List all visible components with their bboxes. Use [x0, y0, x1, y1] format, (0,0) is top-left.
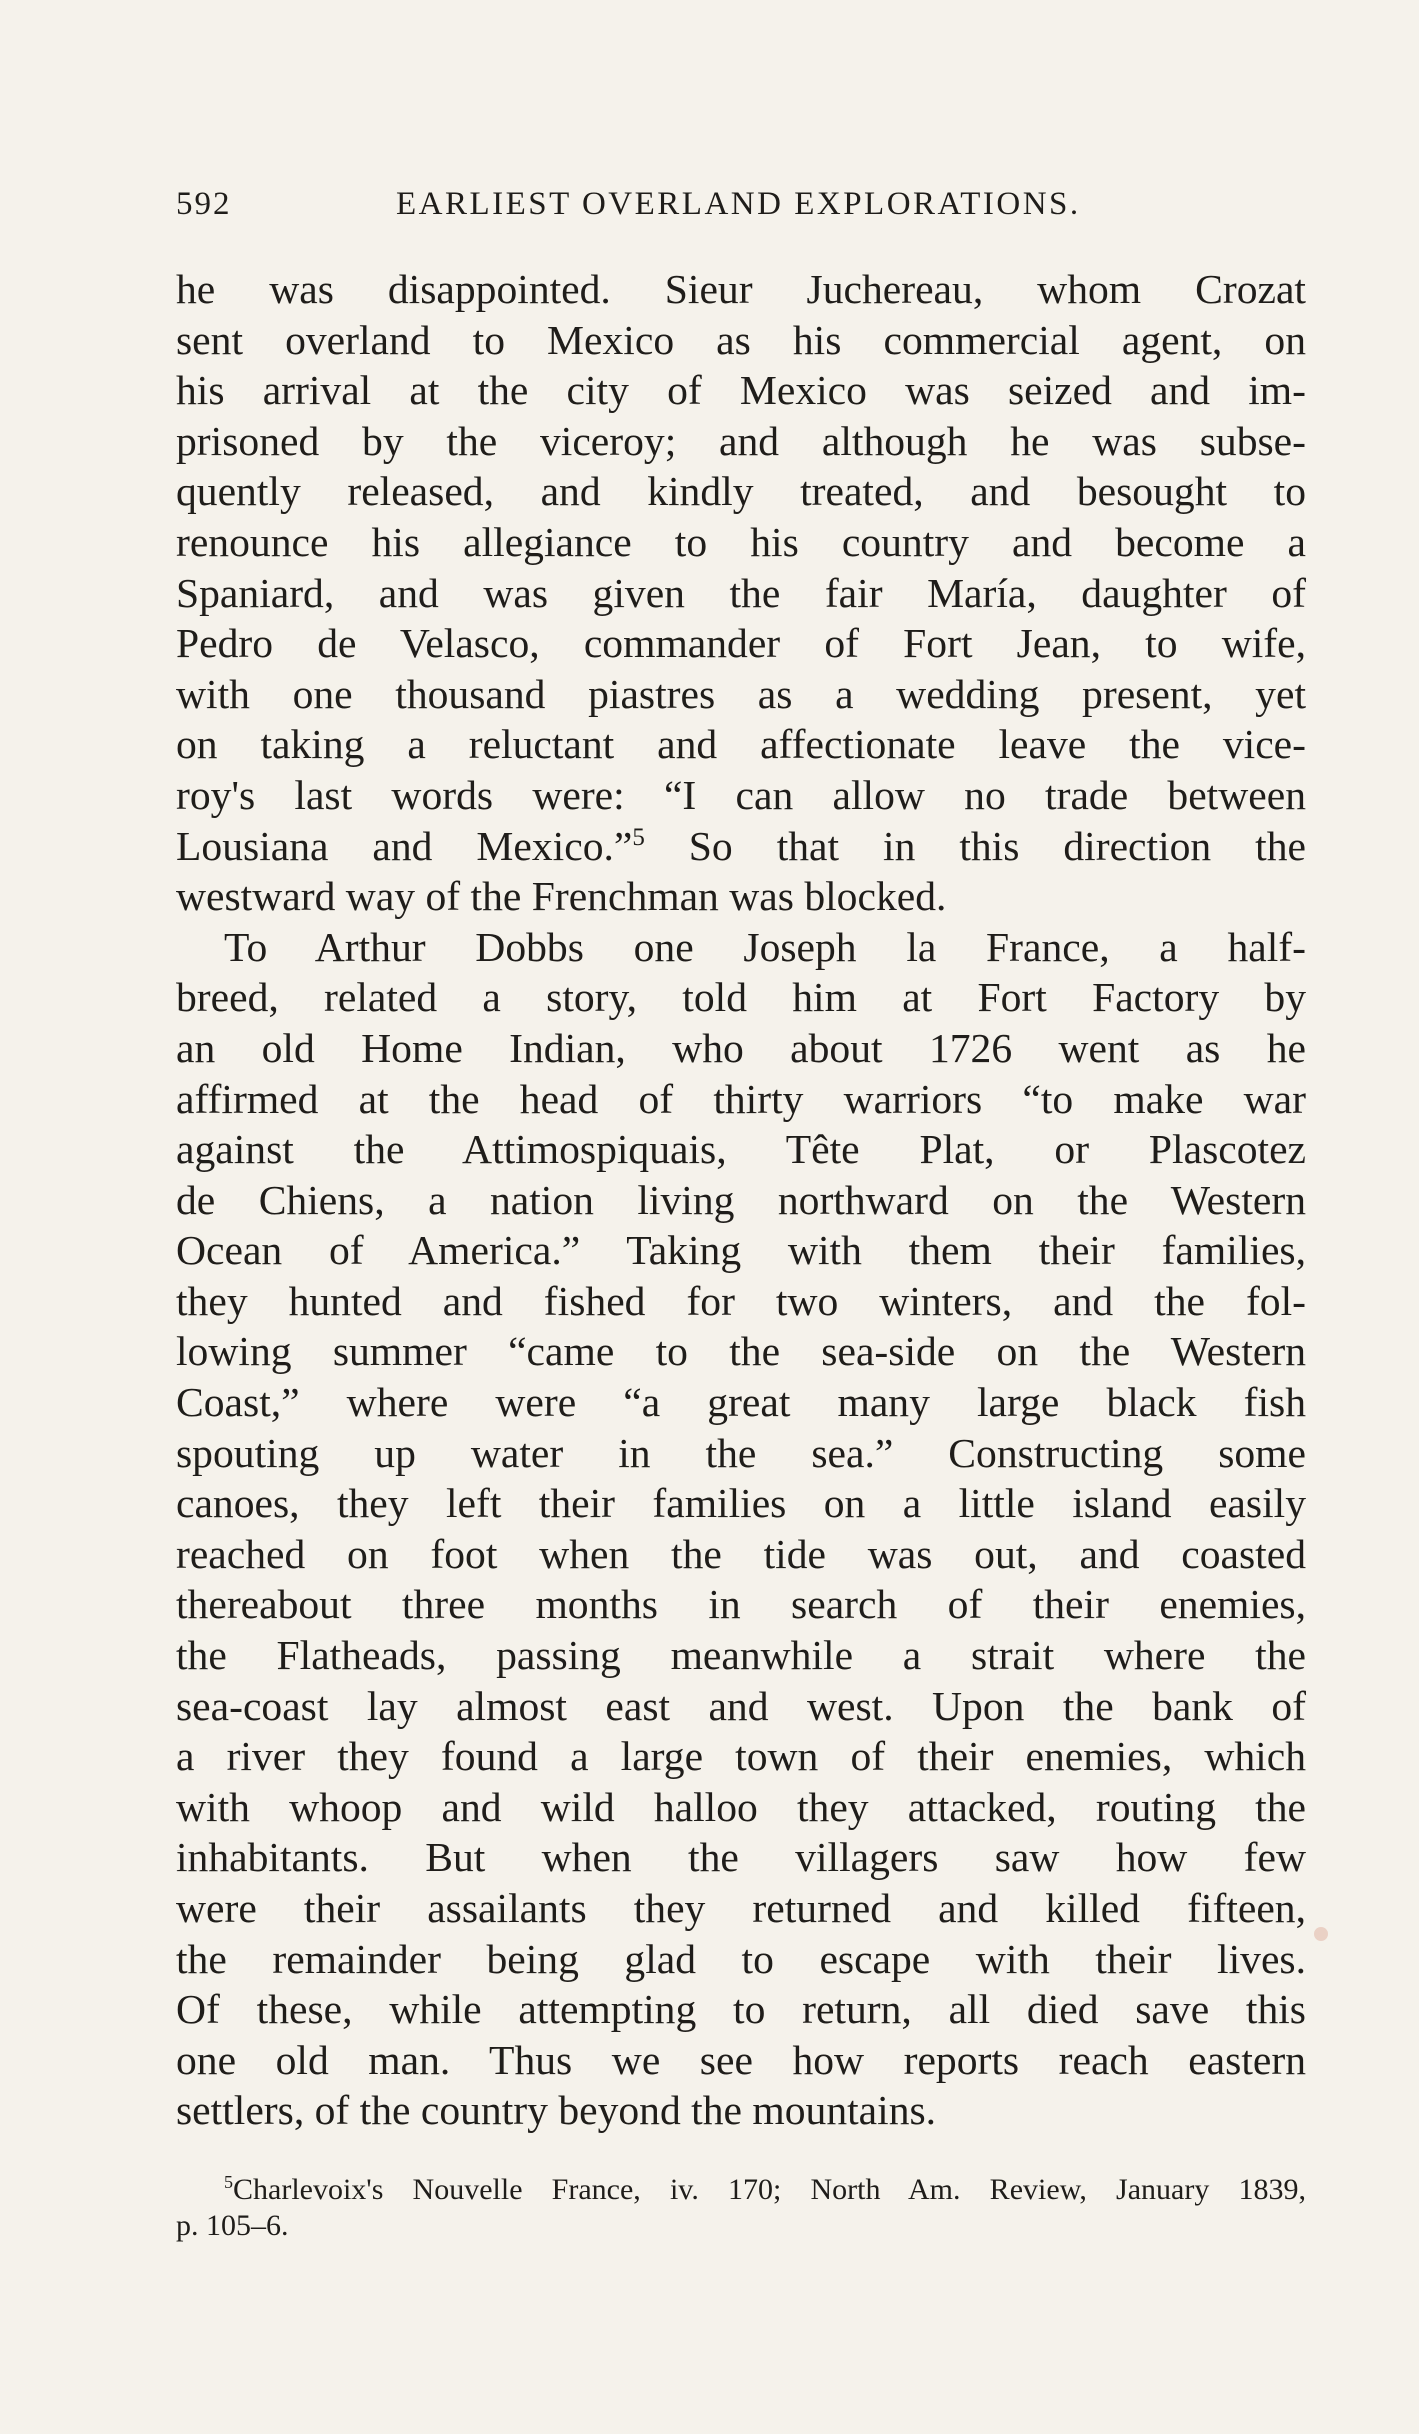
- paragraph-start-line: To Arthur Dobbs one Joseph la France, a half-: [224, 923, 1306, 970]
- text-line: a river they found a large town of their enemies, which: [176, 1733, 1306, 1780]
- text-line: roy's last words were: “I can allow no trade between: [176, 771, 1306, 818]
- page-header: [176, 186, 1304, 236]
- text-line: were their assailants they returned and killed fifteen,: [176, 1885, 1306, 1931]
- text-line: the Flatheads, passing meanwhile a strait where the: [176, 1632, 1306, 1679]
- body-text: [176, 264, 1306, 2136]
- footnote-text: Charlevoix's Nouvelle France, iv. 170; North Am. Review, January 1839,: [233, 2173, 1306, 2206]
- text-line: on taking a reluctant and affectionate leave the vice-: [176, 721, 1306, 768]
- text-fragment: So that in this direction the: [644, 822, 1306, 869]
- text-line: against the Attimospiquais, Tête Plat, or Plascotez: [176, 1126, 1306, 1173]
- text-line: an old Home Indian, who about 1726 went as he: [176, 1024, 1306, 1071]
- text-line: inhabitants. But when the villagers saw how few: [176, 1834, 1306, 1881]
- text-fragment: Lousiana and Mexico.”: [176, 822, 633, 869]
- text-line: he was disappointed. Sieur Juchereau, whom Crozat: [176, 266, 1306, 312]
- text-line: reached on foot when the tide was out, and coasted: [176, 1530, 1306, 1577]
- text-line: de Chiens, a nation living northward on the Western: [176, 1176, 1306, 1223]
- text-line: settlers, of the country beyond the mountains.: [176, 2087, 937, 2134]
- text-line: quently released, and kindly treated, and besought to: [176, 468, 1306, 515]
- text-line: Pedro de Velasco, commander of Fort Jean, to wife,: [176, 620, 1306, 667]
- text-line: prisoned by the viceroy; and although he was subse-: [176, 417, 1306, 464]
- footnote-reference: 5: [632, 823, 645, 851]
- text-line: Spaniard, and was given the fair María, daughter of: [176, 569, 1306, 616]
- text-line: affirmed at the head of thirty warriors “to make war: [176, 1075, 1306, 1122]
- page-number: 592: [176, 186, 232, 222]
- footnote-line: [176, 2172, 1306, 2208]
- text-line: thereabout three months in search of their enemies,: [176, 1581, 1306, 1628]
- text-line: Of these, while attempting to return, all died save this: [176, 1986, 1306, 2033]
- text-line: sea-coast lay almost east and west. Upon the bank of: [176, 1682, 1306, 1729]
- footnote-line: p. 105–6.: [176, 2209, 289, 2242]
- text-line: breed, related a story, told him at Fort Factory by: [176, 974, 1306, 1021]
- text-line: canoes, they left their families on a little island easily: [176, 1480, 1306, 1527]
- footnote-marker: 5: [224, 2172, 233, 2192]
- running-title: EARLIEST OVERLAND EXPLORATIONS.: [396, 186, 1081, 222]
- text-line: Coast,” where were “a great many large black fish: [176, 1379, 1306, 1426]
- text-line: with whoop and wild halloo they attacked, routing the: [176, 1783, 1306, 1830]
- text-line: Ocean of America.” Taking with them their families,: [176, 1227, 1306, 1274]
- text-line: one old man. Thus we see how reports reach eastern: [176, 2036, 1306, 2083]
- text-line: westward way of the Frenchman was blocked.: [176, 873, 947, 920]
- text-line: with one thousand piastres as a wedding present, yet: [176, 670, 1306, 717]
- text-line: lowing summer “came to the sea-side on the Western: [176, 1328, 1306, 1375]
- footnote: [176, 2172, 1306, 2244]
- paper-stain: [1314, 1927, 1328, 1941]
- text-line: renounce his allegiance to his country and become a: [176, 518, 1306, 565]
- text-line: they hunted and fished for two winters, and the fol-: [176, 1277, 1306, 1324]
- text-line: his arrival at the city of Mexico was seized and im-: [176, 367, 1306, 414]
- text-line: spouting up water in the sea.” Constructing some: [176, 1429, 1306, 1476]
- text-line: sent overland to Mexico as his commercial agent, on: [176, 316, 1306, 363]
- text-line: the remainder being glad to escape with their lives.: [176, 1935, 1306, 1982]
- text-line-with-footnote-ref: [176, 821, 1306, 872]
